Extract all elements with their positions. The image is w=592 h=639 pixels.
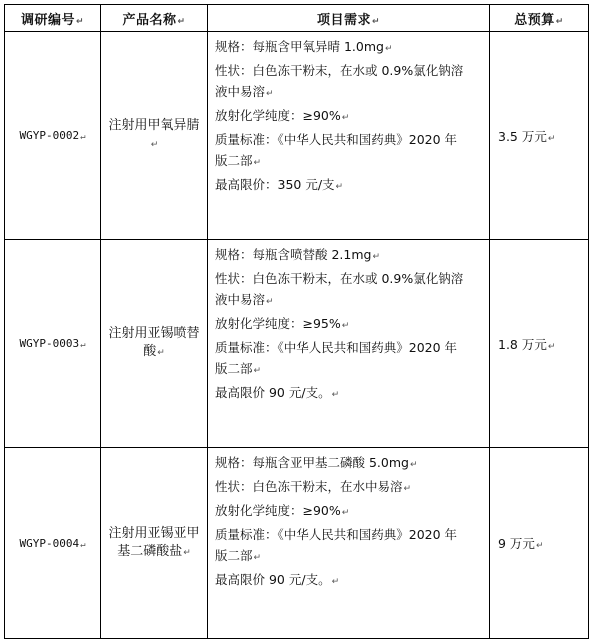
- budget-cell: 9 万元↵: [490, 448, 589, 639]
- requirements-cell: [208, 448, 490, 639]
- header-total-budget: 总预算↵: [490, 5, 589, 32]
- product-name-cell: 注射用亚锡喷替酸↵: [101, 240, 208, 448]
- requirement-line: 最高限价 90 元/支。↵: [215, 572, 340, 587]
- requirement-line: 质量标准：《中华人民共和国药典》2020 年: [215, 527, 458, 542]
- survey-id-cell: WGYP-0004↵: [5, 448, 101, 639]
- requirement-line: 质量标准：《中华人民共和国药典》2020 年: [215, 132, 458, 147]
- requirement-line: 液中易溶↵: [215, 292, 274, 307]
- requirement-line: 性状：白色冻干粉末，在水或 0.9%氯化钠溶: [215, 63, 464, 78]
- product-name-cell: 注射用甲氧异腈↵: [101, 32, 208, 240]
- requirement-line: 性状：白色冻干粉末，在水中易溶↵: [215, 479, 412, 494]
- requirement-line: 放射化学纯度：≥95%↵: [215, 316, 350, 331]
- requirement-line: 放射化学纯度：≥90%↵: [215, 108, 350, 123]
- budget-cell: 1.8 万元↵: [490, 240, 589, 448]
- requirement-line: 液中易溶↵: [215, 84, 274, 99]
- requirement-line: 放射化学纯度：≥90%↵: [215, 503, 350, 518]
- table-row: [5, 32, 589, 240]
- table-row: [5, 448, 589, 639]
- header-product-name: 产品名称↵: [101, 5, 208, 32]
- procurement-table: [4, 4, 589, 639]
- requirement-line: 最高限价 90 元/支。↵: [215, 385, 340, 400]
- requirement-line: 规格：每瓶含喷替酸 2.1mg↵: [215, 247, 381, 262]
- requirement-line: 版二部↵: [215, 548, 262, 563]
- requirement-line: 最高限价：350 元/支↵: [215, 177, 344, 192]
- requirement-line: 质量标准：《中华人民共和国药典》2020 年: [215, 340, 458, 355]
- product-name-cell: 注射用亚锡亚甲基二磷酸盐↵: [101, 448, 208, 639]
- requirement-line: 规格：每瓶含亚甲基二磷酸 5.0mg↵: [215, 455, 418, 470]
- requirement-line: 版二部↵: [215, 361, 262, 376]
- requirements-cell: [208, 240, 490, 448]
- table-row: [5, 240, 589, 448]
- survey-id-cell: WGYP-0002↵: [5, 32, 101, 240]
- header-survey-id: 调研编号↵: [5, 5, 101, 32]
- requirement-line: 规格：每瓶含甲氧异晴 1.0mg↵: [215, 39, 393, 54]
- requirement-line: 版二部↵: [215, 153, 262, 168]
- survey-id-cell: WGYP-0003↵: [5, 240, 101, 448]
- table-header-row: [5, 5, 589, 32]
- header-project-requirements: 项目需求↵: [208, 5, 490, 32]
- budget-cell: 3.5 万元↵: [490, 32, 589, 240]
- requirement-line: 性状：白色冻干粉末，在水或 0.9%氯化钠溶: [215, 271, 464, 286]
- requirements-cell: [208, 32, 490, 240]
